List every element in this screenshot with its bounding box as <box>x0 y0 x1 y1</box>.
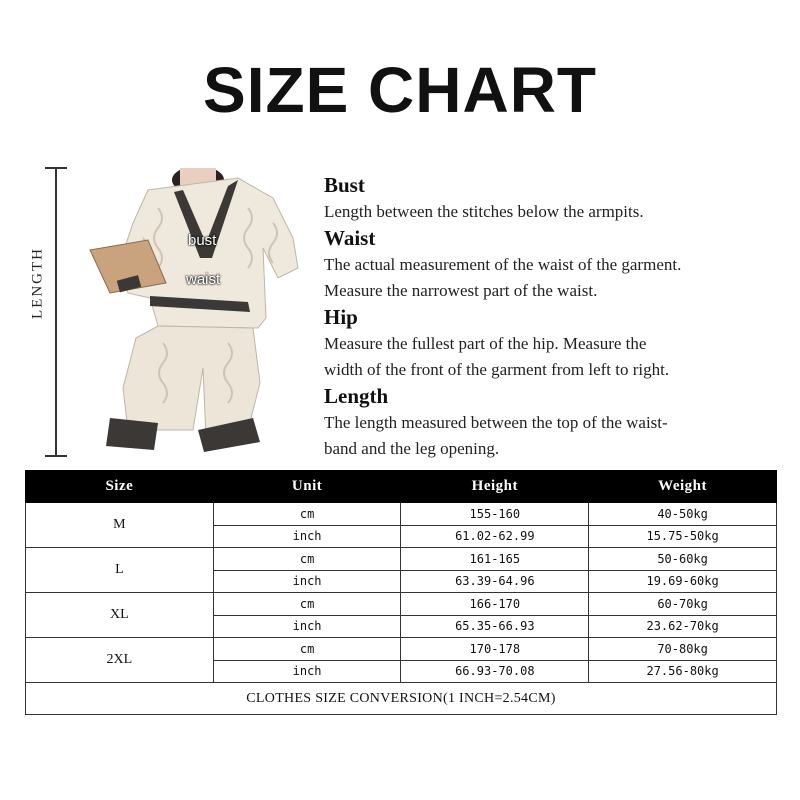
table-row <box>26 548 777 571</box>
height-cell: 166-170 <box>401 593 589 616</box>
page-title: SIZE CHART <box>203 54 597 126</box>
unit-cell: inch <box>213 615 401 638</box>
weight-cell: 27.56-80kg <box>589 660 777 683</box>
height-cell: 65.35-66.93 <box>401 615 589 638</box>
height-cell: 63.39-64.96 <box>401 570 589 593</box>
length-description-line: band and the leg opening. <box>324 439 500 458</box>
size-cell: M <box>26 503 214 548</box>
unit-cell: cm <box>213 593 401 616</box>
weight-cell: 50-60kg <box>589 548 777 571</box>
ruler-bottom-cap <box>45 455 67 457</box>
column-header-weight: Weight <box>589 471 777 503</box>
weight-cell: 40-50kg <box>589 503 777 526</box>
size-cell: L <box>26 548 214 593</box>
size-table <box>25 470 777 715</box>
table-row <box>26 638 777 661</box>
column-header-height: Height <box>401 471 589 503</box>
table-header-row <box>26 471 777 503</box>
hip-description-line: Measure the fullest part of the hip. Measure the <box>324 334 647 353</box>
unit-cell: cm <box>213 548 401 571</box>
hip-heading: Hip <box>324 305 358 329</box>
weight-cell: 19.69-60kg <box>589 570 777 593</box>
unit-cell: inch <box>213 660 401 683</box>
waist-description-line: Measure the narrowest part of the waist. <box>324 281 598 300</box>
weight-cell: 23.62-70kg <box>589 615 777 638</box>
height-cell: 161-165 <box>401 548 589 571</box>
column-header-unit: Unit <box>213 471 401 503</box>
unit-cell: inch <box>213 525 401 548</box>
length-ruler <box>55 168 57 456</box>
hip-description-line: width of the front of the garment from left to right. <box>324 360 670 379</box>
height-cell: 170-178 <box>401 638 589 661</box>
weight-cell: 60-70kg <box>589 593 777 616</box>
height-cell: 155-160 <box>401 503 589 526</box>
measurement-definitions <box>324 172 794 462</box>
size-cell: 2XL <box>26 638 214 683</box>
table-row <box>26 593 777 616</box>
size-cell: XL <box>26 593 214 638</box>
model-photo <box>88 168 308 460</box>
column-header-size: Size <box>26 471 214 503</box>
length-heading: Length <box>324 384 389 408</box>
table-footer-row <box>26 683 777 715</box>
length-ruler-label: LENGTH <box>29 247 46 319</box>
waist-description-line: The actual measurement of the waist of the garment. <box>324 255 682 274</box>
waist-tag: waist <box>186 271 221 288</box>
unit-cell: cm <box>213 638 401 661</box>
weight-cell: 15.75-50kg <box>589 525 777 548</box>
table-row <box>26 503 777 526</box>
bust-description-line: Length between the stitches below the armpits. <box>324 202 644 221</box>
unit-cell: cm <box>213 503 401 526</box>
height-cell: 61.02-62.99 <box>401 525 589 548</box>
weight-cell: 70-80kg <box>589 638 777 661</box>
bust-heading: Bust <box>324 173 365 197</box>
conversion-note: CLOTHES SIZE CONVERSION(1 INCH=2.54CM) <box>26 683 777 715</box>
waist-heading: Waist <box>324 226 376 250</box>
height-cell: 66.93-70.08 <box>401 660 589 683</box>
unit-cell: inch <box>213 570 401 593</box>
bust-tag: bust <box>188 232 217 249</box>
length-description-line: The length measured between the top of the waist- <box>324 413 668 432</box>
